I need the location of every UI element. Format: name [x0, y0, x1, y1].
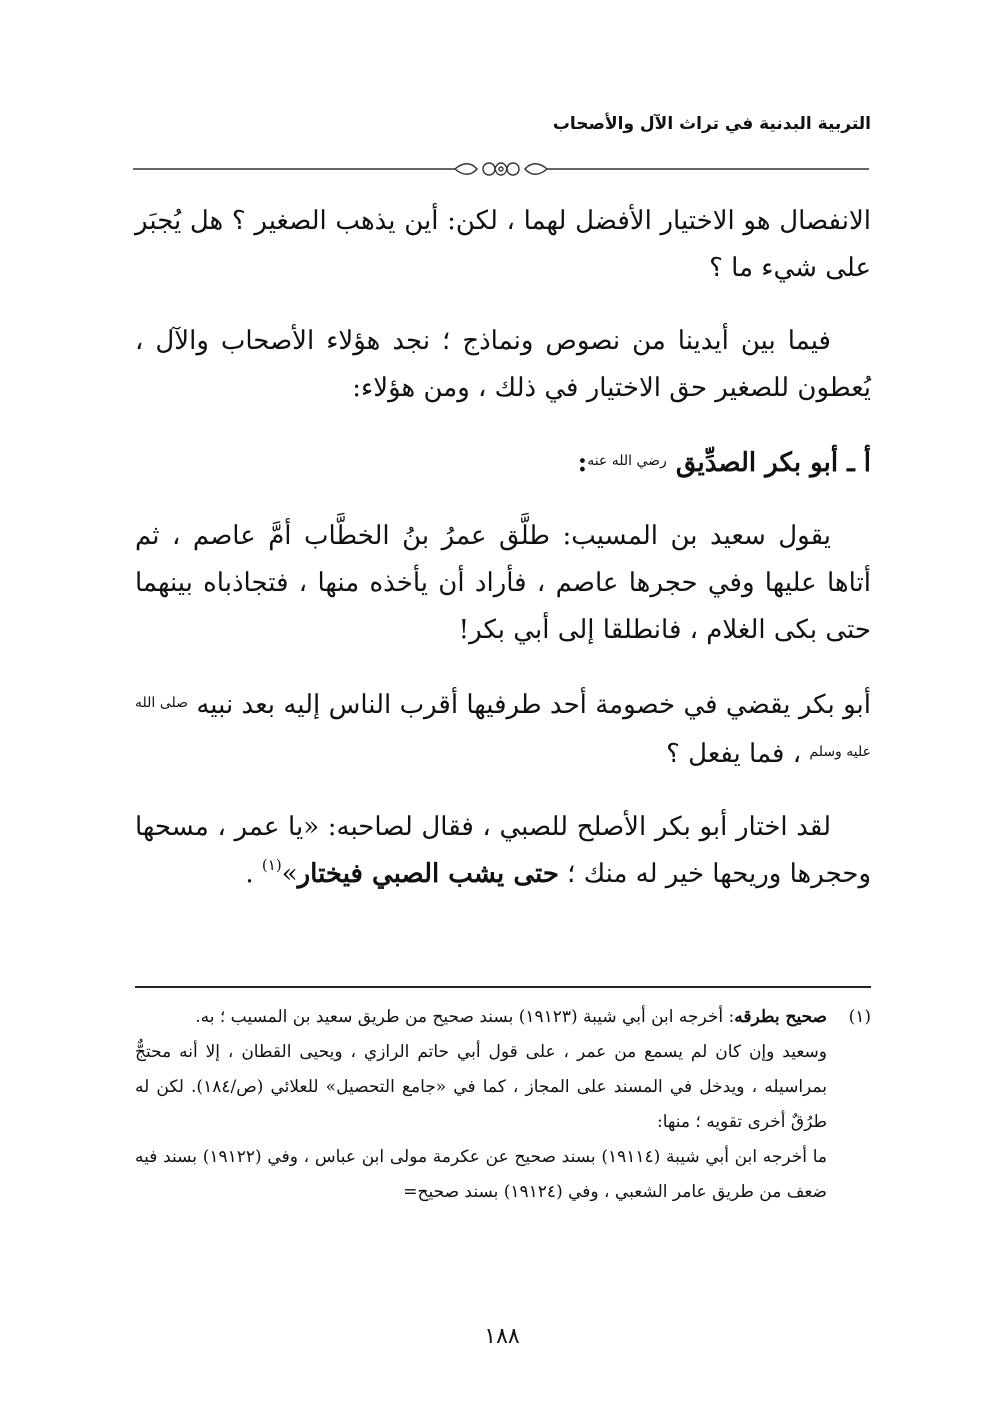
page-number: ١٨٨	[484, 1324, 520, 1349]
paragraph-4	[135, 680, 871, 778]
paragraph-1: الانفصال هو الاختيار الأفضل لهما ، لكن: أين يذهب الصغير ؟ هل يُجبَر على شيء ما ؟	[135, 206, 871, 283]
running-header: التربية البدنية في تراث الآل والأصحاب	[552, 114, 871, 134]
footnote-separator	[135, 986, 871, 988]
quote-close: »	[281, 859, 298, 889]
paragraph-5-text: لقد اختار أبو بكر الأصلح للصبي ، فقال لصاحبه: «يا عمر ، مسحها وحجرها وريحها خير له منك ؛	[135, 812, 871, 889]
paragraph-4-end: ، فما يفعل ؟	[666, 739, 802, 769]
heading-colon: :	[577, 448, 588, 478]
paragraph-2: فيما بين أيدينا من نصوص ونماذج ؛ نجد هؤلاء الأصحاب والآل ، يُعطون للصغير حق الاختيار في ذلك ، ومن هؤلاء:	[135, 326, 871, 403]
section-heading-text: أ ـ أبو بكر الصدِّيق	[675, 448, 871, 478]
footnote-1-continuation-2: ما أخرجه ابن أبي شيبة (١٩١١٤) بسند صحيح عن عكرمة مولى ابن عباس ، وفي (١٩١٢٢) بسند فيه ضعف من طريق عامر الشعبي ، وفي (١٩١٢٤) بسند صحيح=	[135, 1147, 828, 1202]
paragraph-5	[135, 804, 871, 898]
section-heading	[135, 438, 871, 487]
footnotes	[135, 1000, 871, 1210]
paragraph-4-text: أبو بكر يقضي في خصومة أحد طرفيها أقرب الناس إليه بعد نبيه	[196, 690, 872, 720]
footnote-1-text: : أخرجه ابن أبي شيبة (١٩١٢٣) بسند صحيح من طريق سعيد بن المسيب ؛ به.	[195, 1007, 735, 1027]
footnote-grade: صحيح بطرقه	[734, 1007, 827, 1027]
salawat-glyph: صلى الله عليه وسلم	[135, 695, 871, 760]
honorific-glyph: رضي الله عنه	[587, 453, 667, 469]
header-ornament-rule	[133, 158, 869, 180]
paragraph-5-end: .	[245, 859, 262, 889]
footnote-1	[135, 1000, 871, 1035]
main-text	[135, 198, 871, 898]
footnote-1-continuation-1: وسعيد وإن كان لم يسمع من عمر ، على قول أبي حاتم الرازي ، ويحيى القطان ، إلا أنه محتجٌّ بمراسيله ، ويدخل في المسند على المجاز ، كما في «جامع التحصيل» للعلائي (ص/١٨٤). لكن له طرُقٌ أخرى تقويه ؛ منها:	[135, 1042, 827, 1132]
footnote-reference[interactable]: (١)	[261, 856, 282, 874]
paragraph-5-bold-quote: حتى يشب الصبي فيختار	[297, 859, 559, 889]
paragraph-3: يقول سعيد بن المسيب: طلَّق عمرُ بنُ الخطَّاب أمَّ عاصم ، ثم أتاها عليها وفي حجرها عاصم ، فأراد أن يأخذه منها ، فتجاذباه بينهما حتى بكى الغلام ، فانطلقا إلى أبي بكر!	[135, 521, 871, 645]
footnote-number: (١)	[848, 1007, 871, 1027]
